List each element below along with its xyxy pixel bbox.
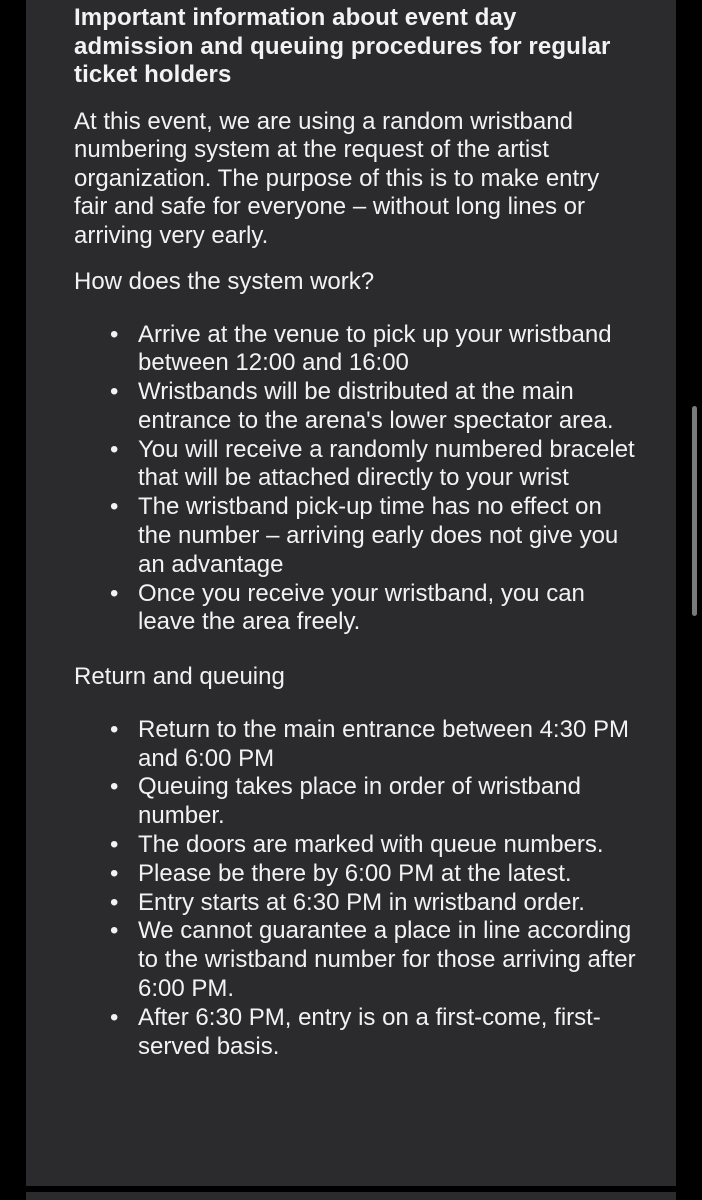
list-item-text: Arrive at the venue to pick up your wristband between 12:00 and 16:00 — [138, 320, 612, 377]
list-item-text: Entry starts at 6:30 PM in wristband order. — [138, 888, 585, 916]
next-card-edge — [26, 1192, 676, 1200]
bullet-icon: • — [110, 493, 119, 521]
list-item — [74, 321, 636, 379]
bullet-icon: • — [110, 859, 119, 887]
page-title: Important information about event day admission and queuing procedures for regular ticket holders — [74, 4, 611, 88]
bullet-icon: • — [110, 320, 119, 348]
bullet-icon: • — [110, 579, 119, 607]
bullet-icon: • — [110, 830, 119, 858]
intro-paragraph: At this event, we are using a random wristband numbering system at the request of the artist organization. The purpose of this is to make entry fair and safe for everyone – without long lines or arriving very early. — [74, 107, 600, 249]
info-card — [26, 0, 676, 1186]
list-item — [74, 716, 636, 774]
bullet-icon: • — [110, 378, 119, 406]
list-item — [74, 1004, 636, 1062]
return-queuing-list — [74, 716, 636, 1062]
list-item-text: The wristband pick-up time has no effect on the number – arriving early does not give you an advantage — [138, 493, 619, 578]
list-item — [74, 493, 636, 579]
list-item-text: Return to the main entrance between 4:30 PM and 6:00 PM — [138, 715, 629, 772]
list-item-text: We cannot guarantee a place in line according to the wristband number for those arriving after 6:00 PM. — [138, 917, 636, 1002]
section-heading-return-queuing: Return and queuing — [74, 663, 285, 691]
list-item — [74, 378, 636, 436]
list-item-text: Once you receive your wristband, you can leave the area freely. — [138, 579, 585, 636]
list-item-text: You will receive a randomly numbered bracelet that will be attached directly to your wrist — [138, 435, 635, 492]
bullet-icon: • — [110, 773, 119, 801]
bullet-icon: • — [110, 715, 119, 743]
list-item — [74, 773, 636, 831]
list-item — [74, 580, 636, 638]
bullet-icon: • — [110, 1003, 119, 1031]
list-item-text: Please be there by 6:00 PM at the latest. — [138, 859, 572, 887]
list-item-text: The doors are marked with queue numbers. — [138, 830, 604, 858]
how-it-works-list — [74, 321, 636, 638]
list-item — [74, 436, 636, 494]
bullet-icon: • — [110, 917, 119, 945]
list-item-text: Queuing takes place in order of wristband number. — [138, 773, 581, 830]
list-item-text: Wristbands will be distributed at the main entrance to the arena's lower spectator area. — [138, 378, 614, 434]
list-item — [74, 831, 636, 860]
list-item — [74, 889, 636, 918]
section-heading-how-it-works: How does the system work? — [74, 268, 375, 295]
scrollbar-thumb[interactable] — [692, 406, 697, 616]
list-item — [74, 917, 636, 1003]
bullet-icon: • — [110, 888, 119, 916]
list-item-text: After 6:30 PM, entry is on a first-come, first-served basis. — [138, 1003, 601, 1060]
list-item — [74, 860, 636, 889]
bullet-icon: • — [110, 435, 119, 463]
